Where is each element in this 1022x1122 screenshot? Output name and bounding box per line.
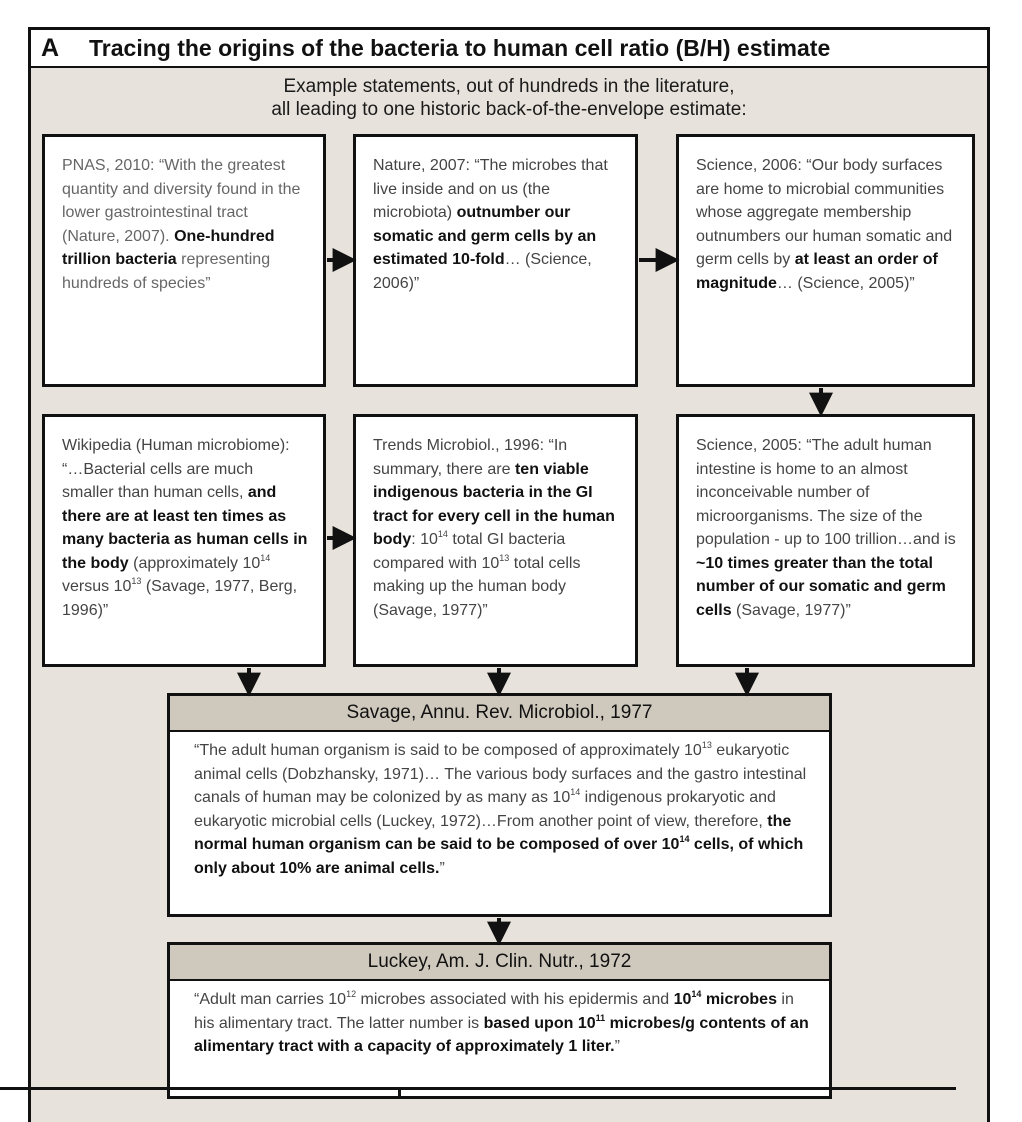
quote-bold-part: cells, of which only about 10% are animal cells. bbox=[194, 836, 804, 877]
quote-bold-part: 10 bbox=[673, 991, 692, 1008]
exponent: 14 bbox=[691, 989, 702, 999]
quote-bold-part: microbes bbox=[701, 991, 777, 1008]
exponent: 13 bbox=[701, 740, 712, 750]
quote-bold-part: the normal human organism can be said to be composed of over 10 bbox=[194, 812, 792, 853]
card-bold-text: outnumber our somatic and germ cells by an estimated 10-fold bbox=[373, 204, 597, 268]
exponent: 11 bbox=[595, 1012, 606, 1023]
quote-text: microbes associated with his epidermis and bbox=[356, 991, 674, 1008]
card-text: total cells making up the human body (Savage, 1977)” bbox=[373, 554, 581, 619]
quote-bold-part: based upon 10 bbox=[483, 1014, 596, 1032]
card-bold-text: ten viable indigenous bacteria in the GI tract for every cell in the human body bbox=[373, 460, 615, 548]
card-bold-text: One-hundred trillion bacteria bbox=[62, 227, 275, 268]
card-text: representing hundreds of species” bbox=[62, 251, 271, 292]
quote-text: “Adult man carries 10 bbox=[194, 991, 347, 1008]
card-text: Science, 2005: “The adult human intestine is home to an almost inconceivable number of microorganisms. The size of the population - up to 100 trillion…and is bbox=[696, 437, 956, 548]
quote-bold-part: microbes/g contents of an alimentary tract with a capacity of approximately 1 liter. bbox=[194, 1014, 809, 1055]
exponent: 13 bbox=[131, 576, 142, 586]
exponent: 14 bbox=[260, 552, 271, 563]
card-text: (Savage, 1977)” bbox=[731, 601, 851, 619]
quote-text: in his alimentary tract. The latter number is bbox=[194, 991, 794, 1032]
card-text: (Savage, 1977, Berg, 1996)” bbox=[62, 578, 298, 619]
card-bold-text: and there are at least ten times as many bacteria as human cells in the body bbox=[62, 484, 308, 572]
quote-text: eukaryotic animal cells (Dobzhansky, 1971)… The various body surfaces and the gastro intestinal canals of human may be colonized by as many as 10 bbox=[194, 742, 807, 806]
subtitle-line-1: Example statements, out of hundreds in the literature, bbox=[283, 76, 735, 97]
exponent: 12 bbox=[346, 989, 357, 999]
quote-text: “The adult human organism is said to be composed of approximately 10 bbox=[194, 742, 702, 759]
card-text: (approximately 10 bbox=[128, 554, 261, 572]
card-text: Nature, 2007: “The microbes that live inside and on us (the microbiota) bbox=[373, 157, 608, 221]
quote-text: ” bbox=[439, 859, 445, 877]
quote-text: indigenous prokaryotic and eukaryotic microbial cells (Luckey, 1972)…From another point of view, therefore, bbox=[194, 789, 776, 830]
source-savage-title: Savage, Annu. Rev. Microbiol., 1977 bbox=[170, 696, 829, 732]
quote-text: ” bbox=[614, 1038, 620, 1055]
subtitle-line-2: all leading to one historic back-of-the-envelope estimate: bbox=[271, 99, 747, 120]
card-bold-text: ~10 times greater than the total number of our somatic and germ cells bbox=[696, 554, 946, 619]
source-luckey-title: Luckey, Am. J. Clin. Nutr., 1972 bbox=[170, 945, 829, 981]
card-text: Wikipedia (Human microbiome): “…Bacterial cells are much smaller than human cells, bbox=[62, 437, 290, 501]
panel-title: Tracing the origins of the bacteria to human cell ratio (B/H) estimate bbox=[89, 35, 831, 61]
card-text: : 10 bbox=[411, 531, 438, 548]
exponent: 14 bbox=[437, 529, 448, 539]
exponent: 13 bbox=[499, 552, 510, 563]
card-text: Science, 2006: “Our body surfaces are home to microbial communities whose aggregate membership outnumbers our human somatic and germ cells by bbox=[696, 157, 953, 268]
card-bold-text: at least an order of magnitude bbox=[696, 251, 938, 292]
card-text: … (Science, 2005)” bbox=[776, 274, 915, 292]
card-text: versus 10 bbox=[62, 578, 132, 595]
card-text: Trends Microbiol., 1996: “In summary, there are bbox=[373, 437, 568, 478]
card-text: PNAS, 2010: “With the greatest quantity and diversity found in the lower gastrointestinal tract (Nature, 2007). bbox=[62, 157, 301, 245]
panel-letter: A bbox=[41, 34, 60, 62]
exponent: 14 bbox=[570, 787, 581, 797]
card-text: … (Science, 2006)” bbox=[373, 251, 592, 292]
card-text: total GI bacteria compared with 10 bbox=[373, 531, 566, 572]
exponent: 14 bbox=[679, 834, 690, 844]
